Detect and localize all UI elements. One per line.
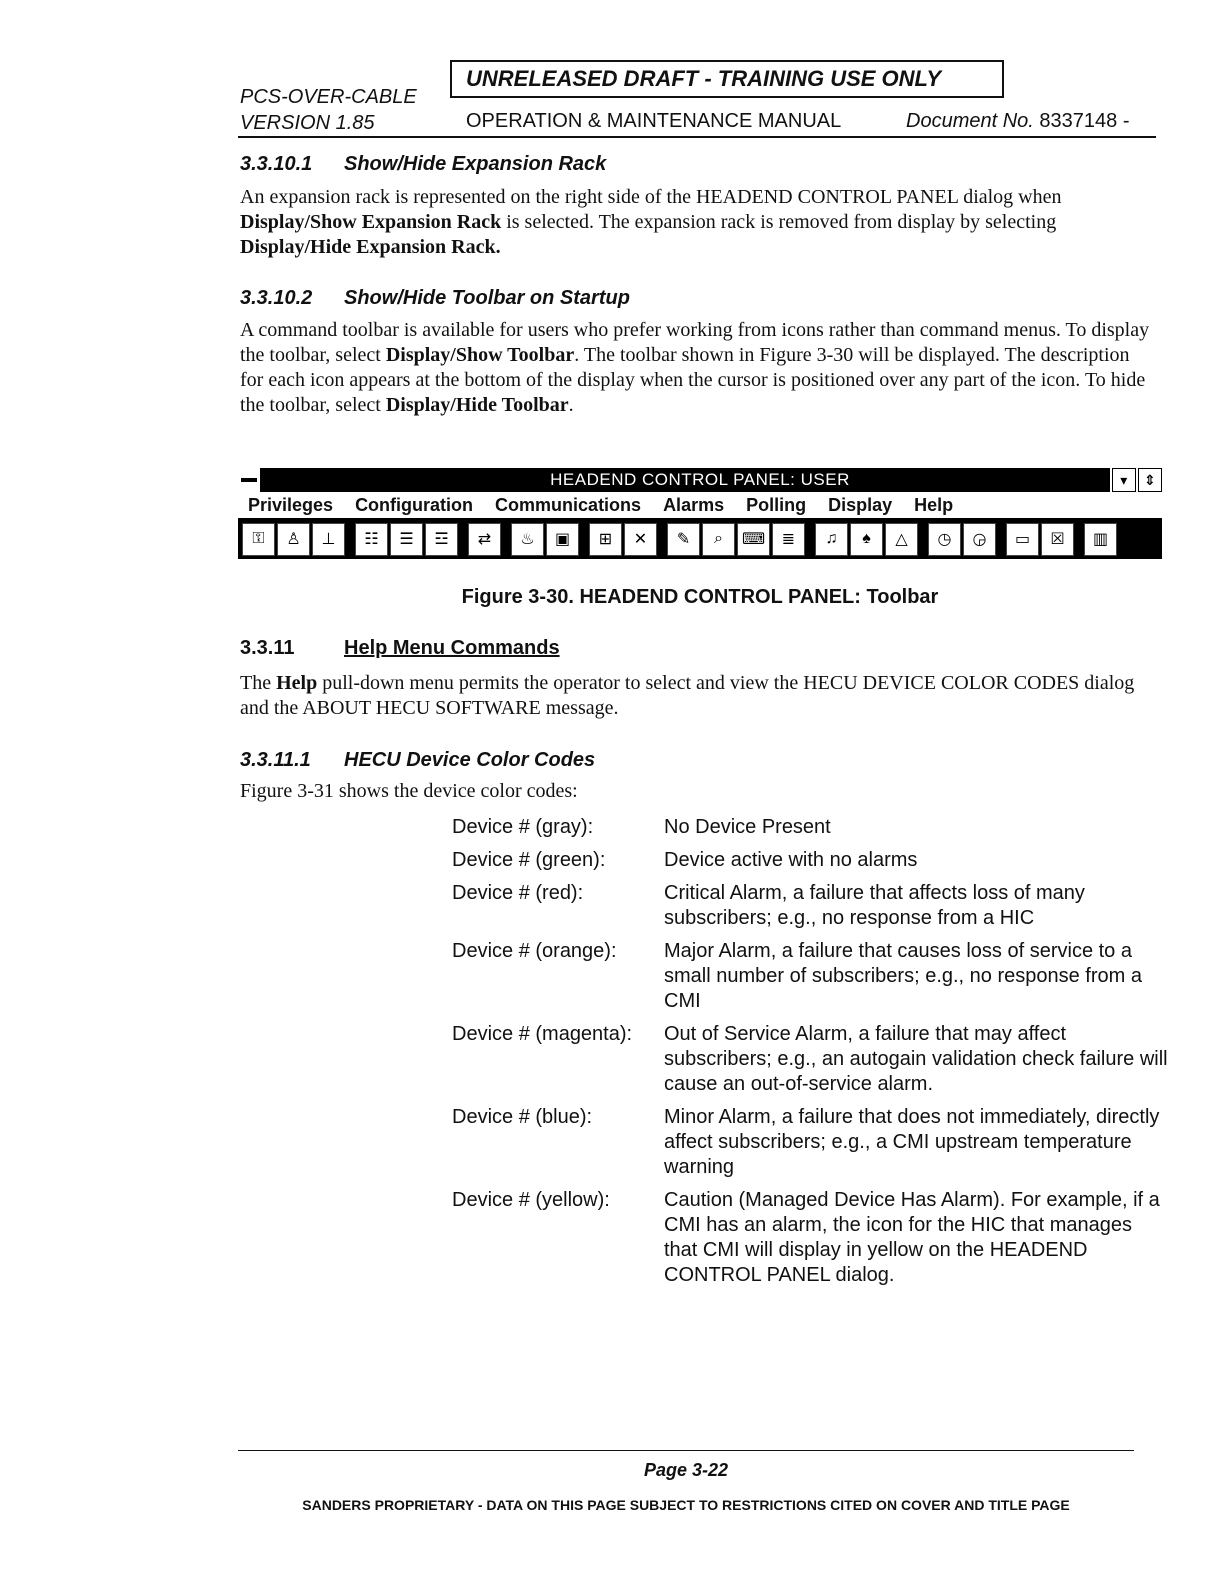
section-heading-3-3-10-1 — [240, 153, 606, 176]
table-row — [452, 1188, 1168, 1296]
version-label: VERSION 1.85 — [240, 112, 375, 134]
window-controls — [1110, 468, 1162, 492]
menu-display[interactable]: Display — [828, 494, 893, 515]
table-row — [452, 848, 1168, 881]
poll-start-icon[interactable]: ⊞ — [589, 523, 622, 556]
close-window-icon[interactable]: ☒ — [1041, 523, 1074, 556]
section-number: 3.3.11 — [240, 637, 295, 659]
text: . The toolbar shown in Figure 3-30 will be displayed. The description for each icon appears at the bottom of the display when the cursor is positioned over any part of the icon. To hide the toolbar, select — [240, 344, 1146, 416]
config-rack-icon[interactable]: ☲ — [425, 523, 458, 556]
section-title: Help Menu Commands — [344, 637, 560, 659]
clock-icon[interactable]: ◷ — [928, 523, 961, 556]
menu-help[interactable]: Help — [914, 494, 954, 515]
section-title: HECU Device Color Codes — [344, 749, 596, 771]
section-title: Show/Hide Expansion Rack — [344, 153, 607, 175]
code-desc: No Device Present — [664, 816, 831, 838]
section-number: 3.3.10.2 — [240, 287, 313, 309]
columns-icon[interactable]: ▥ — [1084, 523, 1117, 556]
text: The — [240, 672, 277, 694]
figure-caption: Figure 3-30. HEADEND CONTROL PANEL: Toolbar — [461, 586, 939, 608]
page-number: Page 3-22 — [643, 1460, 729, 1480]
menu-bar — [238, 492, 1162, 519]
comm-link-icon[interactable]: ⇄ — [468, 523, 501, 556]
text: An expansion rack is represented on the right side of the HEADEND CONTROL PANEL dialog when — [240, 186, 1062, 208]
title-bar — [238, 468, 1162, 492]
menu-path: Display/Show Toolbar — [385, 344, 575, 366]
system-menu-icon — [241, 478, 257, 482]
user-logout-icon[interactable]: ⊥ — [312, 523, 345, 556]
edit-pencil-icon[interactable]: ✎ — [667, 523, 700, 556]
toolbar — [238, 519, 1162, 559]
section-heading-3-3-10-2 — [240, 287, 630, 310]
paragraph-help-menu — [240, 671, 1156, 721]
search-icon[interactable]: ⌕ — [702, 523, 735, 556]
table-row — [452, 881, 1168, 939]
code-desc: Out of Service Alarm, a failure that may affect subscribers; e.g., an autogain validation check failure will cause an out-of-service alarm. — [664, 1023, 1168, 1095]
proprietary-notice: SANDERS PROPRIETARY - DATA ON THIS PAGE SUBJECT TO RESTRICTIONS CITED ON COVER AND TITLE PAGE — [302, 1497, 1070, 1513]
document-number — [906, 108, 1129, 134]
paragraph-toolbar — [240, 318, 1156, 418]
text: pull-down menu permits the operator to select and view the HECU DEVICE COLOR CODES dialog and the ABOUT HECU SOFTWARE message. — [240, 672, 1135, 719]
alarm-box-icon[interactable]: ▣ — [546, 523, 579, 556]
menu-polling[interactable]: Polling — [746, 494, 807, 515]
header-rule — [238, 136, 1156, 138]
manual-title: OPERATION & MAINTENANCE MANUAL — [466, 110, 842, 132]
alarm-bell-icon[interactable]: ♨ — [511, 523, 544, 556]
code-key: Device # (yellow): — [452, 1189, 610, 1211]
user-lock-icon[interactable]: ♙ — [277, 523, 310, 556]
code-desc: Caution (Managed Device Has Alarm). For example, if a CMI has an alarm, the icon for the HIC that manages that CMI will display in yellow on the HEADEND CONTROL PANEL dialog. — [664, 1189, 1160, 1286]
config-device-icon[interactable]: ☷ — [355, 523, 388, 556]
text: . — [568, 394, 574, 416]
color-codes-table — [452, 815, 1168, 1296]
product-name: PCS-OVER-CABLE — [240, 86, 417, 108]
section-title: Show/Hide Toolbar on Startup — [344, 287, 630, 309]
text: is selected. The expansion rack is removed from display by selecting — [501, 211, 1057, 233]
menu-path: Display/Show Expansion Rack — [240, 211, 502, 233]
bell-warning-icon[interactable]: △ — [885, 523, 918, 556]
code-key: Device # (red): — [452, 882, 584, 904]
code-key: Device # (gray): — [452, 816, 594, 838]
table-row — [452, 815, 1168, 848]
poll-stop-icon[interactable]: ✕ — [624, 523, 657, 556]
doc-number: 8337148 - — [1039, 110, 1130, 132]
code-desc: Critical Alarm, a failure that affects loss of many subscribers; e.g., no response from a HIC — [664, 882, 1085, 929]
user-key-icon[interactable]: ⚿ — [242, 523, 275, 556]
code-desc: Minor Alarm, a failure that does not immediately, directly affect subscribers; e.g., a CMI upstream temperature warning — [664, 1106, 1160, 1178]
menu-path: Display/Hide Toolbar — [385, 394, 569, 416]
text: A command toolbar is available for users who prefer working from icons rather than command menus. To display the toolbar, select — [240, 319, 1150, 366]
table-row — [452, 1105, 1168, 1188]
section-heading-3-3-11 — [240, 637, 560, 660]
section-number: 3.3.10.1 — [240, 153, 313, 175]
menu-configuration[interactable]: Configuration — [355, 494, 474, 515]
menu-alarms[interactable]: Alarms — [663, 494, 725, 515]
draft-notice: UNRELEASED DRAFT - TRAINING USE ONLY — [450, 60, 1004, 98]
stack-icon[interactable]: ≣ — [772, 523, 805, 556]
config-list-icon[interactable]: ☰ — [390, 523, 423, 556]
section-heading-3-3-11-1 — [240, 749, 595, 772]
code-desc: Device active with no alarms — [664, 849, 918, 871]
system-menu-button[interactable] — [238, 468, 260, 492]
menu-privileges[interactable]: Privileges — [248, 494, 334, 515]
doc-label: Document No. — [906, 110, 1034, 132]
keyboard-icon[interactable]: ⌨ — [737, 523, 770, 556]
menu-path: Display/Hide Expansion Rack. — [240, 236, 501, 258]
footer-rule — [238, 1450, 1134, 1451]
color-codes-intro: Figure 3-31 shows the device color codes: — [240, 780, 578, 802]
window-icon[interactable]: ▭ — [1006, 523, 1039, 556]
section-number: 3.3.11.1 — [240, 749, 311, 771]
table-row — [452, 939, 1168, 1022]
window-title: HEADEND CONTROL PANEL: USER — [550, 470, 850, 489]
clock-history-icon[interactable]: ◶ — [963, 523, 996, 556]
restore-button[interactable]: ⇕ — [1138, 468, 1162, 492]
bell-up-icon[interactable]: ♠ — [850, 523, 883, 556]
minimize-button[interactable]: ▾ — [1112, 468, 1136, 492]
paragraph-expansion-rack — [240, 185, 1156, 260]
menu-communications[interactable]: Communications — [495, 494, 642, 515]
code-key: Device # (magenta): — [452, 1023, 633, 1045]
headend-control-panel-window — [238, 468, 1162, 559]
code-key: Device # (orange): — [452, 940, 617, 962]
code-key: Device # (green): — [452, 849, 606, 871]
code-key: Device # (blue): — [452, 1106, 593, 1128]
menu-name: Help — [276, 672, 318, 694]
table-row — [452, 1022, 1168, 1105]
bell-icon[interactable]: ♫ — [815, 523, 848, 556]
code-desc: Major Alarm, a failure that causes loss of service to a small number of subscribers; e.g., no response from a CMI — [664, 940, 1142, 1012]
